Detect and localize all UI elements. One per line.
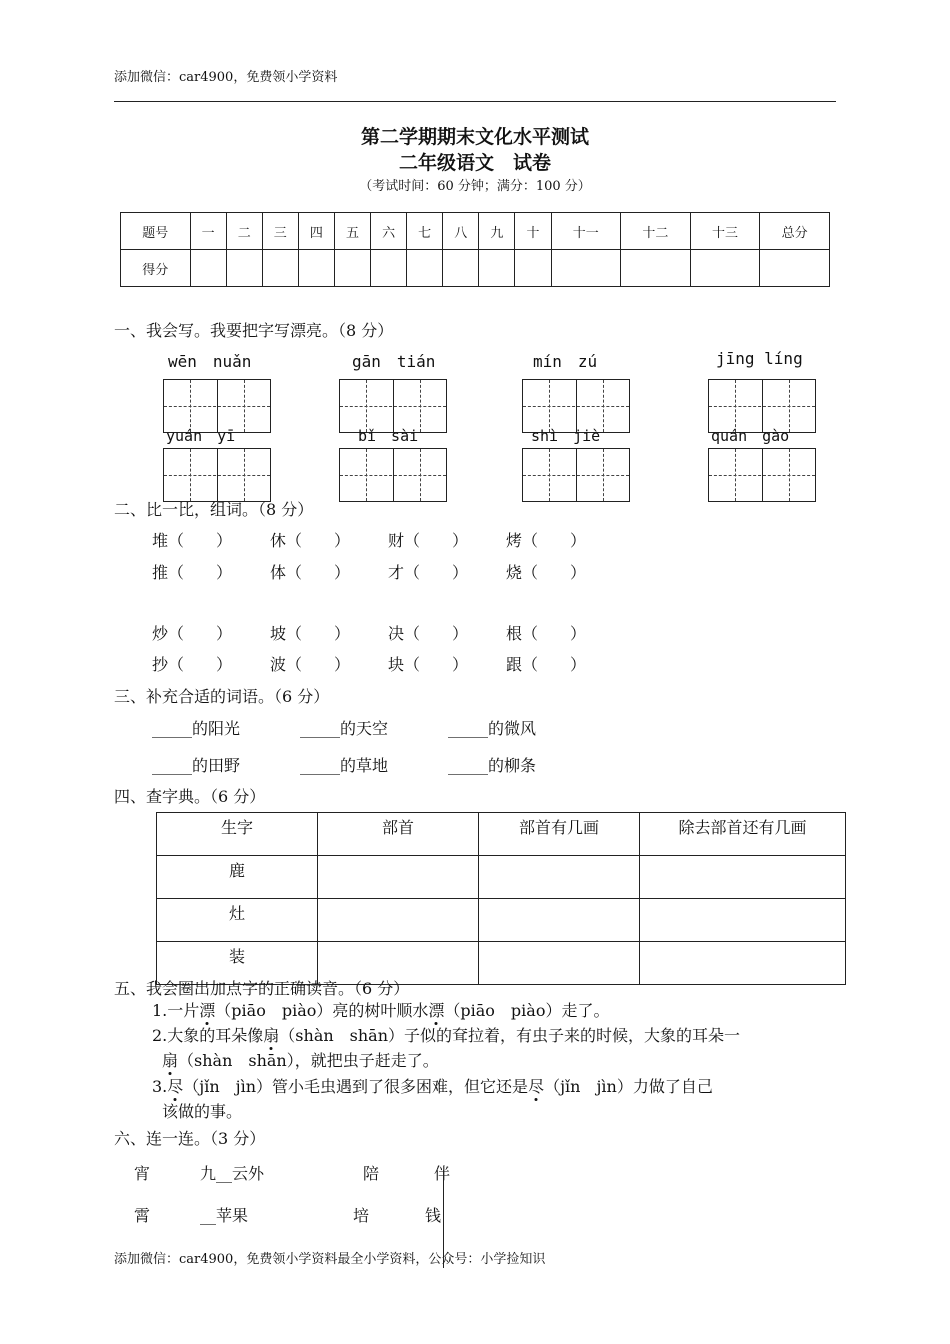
- word-row: [152, 652, 624, 675]
- score-input-cell[interactable]: [760, 250, 830, 287]
- score-cell: 九: [479, 213, 515, 250]
- fill-blank[interactable]: _____的微风: [448, 719, 537, 738]
- score-input-cell[interactable]: [621, 250, 691, 287]
- question5-line: 该做的事。: [162, 1102, 243, 1121]
- match-phrase[interactable]: 九__云外: [200, 1164, 265, 1183]
- match-char[interactable]: 钱: [425, 1206, 442, 1225]
- score-input-cell[interactable]: [515, 250, 551, 287]
- match-char[interactable]: 宵: [134, 1164, 151, 1183]
- fill-text: 的草地: [340, 756, 389, 775]
- score-cell: 十三: [690, 213, 760, 250]
- section4-title: 四、查字典。（6 分）: [114, 787, 266, 806]
- exam-title: 第二学期期末文化水平测试: [360, 126, 589, 148]
- exam-subtitle: 二年级语文 试卷: [398, 152, 551, 174]
- word-item[interactable]: 堆（ ）: [152, 531, 233, 550]
- fill-blank[interactable]: _____的阳光: [152, 719, 241, 738]
- score-input-cell[interactable]: [226, 250, 262, 287]
- word-item[interactable]: 抄（ ）: [152, 655, 233, 674]
- match-char[interactable]: 伴: [434, 1164, 451, 1183]
- writing-grid[interactable]: [708, 448, 816, 502]
- score-cell: 二: [226, 213, 262, 250]
- question5-line: 2.大象的耳朵像扇（shàn shān）子似的耷拉着，有虫子来的时候，大象的耳朵一: [152, 1026, 741, 1045]
- score-cell: 总分: [760, 213, 830, 250]
- dotted-char: 漂: [428, 1001, 445, 1020]
- score-cell: 十二: [621, 213, 691, 250]
- score-value-row: [121, 250, 830, 287]
- word-item[interactable]: 烤（ ）: [506, 531, 587, 550]
- score-cell: 四: [298, 213, 334, 250]
- fill-text: 的柳条: [488, 756, 537, 775]
- dict-answer-cell[interactable]: [479, 856, 640, 899]
- section5-title: 五、我会圈出加点字的正确读音。（6 分）: [114, 979, 410, 998]
- word-row: [152, 621, 624, 644]
- score-header-row: [121, 213, 830, 250]
- dict-answer-cell[interactable]: [318, 856, 479, 899]
- score-cell: 六: [371, 213, 407, 250]
- pinyin-label: shì jiè: [531, 427, 601, 445]
- dotted-char: 尽: [167, 1077, 184, 1096]
- dictionary-table: [156, 812, 846, 985]
- writing-grid[interactable]: [163, 448, 271, 502]
- dict-answer-cell[interactable]: [640, 856, 846, 899]
- score-cell: 题号: [121, 213, 191, 250]
- score-input-cell[interactable]: [371, 250, 407, 287]
- pinyin-label: mín zú: [533, 352, 598, 371]
- word-row: [152, 528, 624, 551]
- pinyin-label: bǐ sài: [358, 427, 419, 445]
- question5-line: 3.尽（jǐn jìn）管小毛虫遇到了很多困难，但它还是尽（jǐn jìn）力做了自己: [152, 1077, 713, 1096]
- word-item[interactable]: 块（ ）: [388, 655, 469, 674]
- question5-line: 1.一片漂（piāo piào）亮的树叶顺水漂（piāo piào）走了。: [152, 1001, 610, 1020]
- fill-blank[interactable]: _____的天空: [300, 719, 389, 738]
- fill-blank[interactable]: _____的草地: [300, 756, 389, 775]
- dotted-char: 扇: [162, 1051, 179, 1070]
- fill-text: 的天空: [340, 719, 389, 738]
- score-row-label: 得分: [121, 250, 191, 287]
- header-rule: [114, 101, 836, 102]
- score-input-cell[interactable]: [443, 250, 479, 287]
- score-input-cell[interactable]: [551, 250, 621, 287]
- pinyin-label: quán gào: [711, 427, 790, 445]
- fill-blank[interactable]: _____的田野: [152, 756, 241, 775]
- score-input-cell[interactable]: [334, 250, 370, 287]
- fill-text: 的田野: [192, 756, 241, 775]
- section1-title: 一、我会写。我要把字写漂亮。（8 分）: [114, 321, 394, 340]
- score-input-cell[interactable]: [407, 250, 443, 287]
- section3-title: 三、补充合适的词语。（6 分）: [114, 687, 330, 706]
- score-table: [120, 212, 830, 287]
- match-phrase[interactable]: __苹果: [200, 1206, 249, 1225]
- pinyin-label: wēn nuǎn: [168, 352, 252, 371]
- pinyin-label: yuán yī: [166, 427, 236, 445]
- word-row: [152, 560, 624, 583]
- dict-header: 除去部首还有几画: [640, 813, 846, 856]
- score-input-cell[interactable]: [690, 250, 760, 287]
- dotted-char: 漂: [199, 1001, 216, 1020]
- dict-answer-cell[interactable]: [479, 942, 640, 985]
- dict-answer-cell[interactable]: [640, 899, 846, 942]
- word-item[interactable]: 波（ ）: [270, 655, 351, 674]
- section6-title: 六、连一连。（3 分）: [114, 1129, 266, 1148]
- match-char[interactable]: 霄: [134, 1206, 151, 1225]
- writing-grid[interactable]: [339, 448, 447, 502]
- score-cell: 七: [407, 213, 443, 250]
- pinyin-label: gān tián: [352, 352, 436, 371]
- word-item[interactable]: 决（ ）: [388, 624, 469, 643]
- word-item[interactable]: 财（ ）: [388, 531, 469, 550]
- dict-char: 鹿: [157, 856, 318, 899]
- dict-char: 灶: [157, 899, 318, 942]
- word-item[interactable]: 才（ ）: [388, 563, 469, 582]
- score-input-cell[interactable]: [298, 250, 334, 287]
- dict-header: 部首: [318, 813, 479, 856]
- score-cell: 五: [334, 213, 370, 250]
- word-item[interactable]: 烧（ ）: [506, 563, 587, 582]
- score-cell: 一: [190, 213, 226, 250]
- dict-char: 装: [157, 942, 318, 985]
- score-input-cell[interactable]: [190, 250, 226, 287]
- word-item[interactable]: 体（ ）: [270, 563, 351, 582]
- score-input-cell[interactable]: [262, 250, 298, 287]
- score-cell: 八: [443, 213, 479, 250]
- dict-header: 生字: [157, 813, 318, 856]
- fill-blank[interactable]: _____的柳条: [448, 756, 537, 775]
- word-item[interactable]: 跟（ ）: [506, 655, 587, 674]
- word-item[interactable]: 休（ ）: [270, 531, 351, 550]
- dict-answer-cell[interactable]: [640, 942, 846, 985]
- word-item[interactable]: 坡（ ）: [270, 624, 351, 643]
- writing-grid[interactable]: [522, 448, 630, 502]
- question5-line: 扇（shàn shān），就把虫子赶走了。: [162, 1051, 439, 1070]
- dict-answer-cell[interactable]: [479, 899, 640, 942]
- footer-note: 添加微信：car4900，免费领小学资料最全小学资料，公众号：小学捡知识: [114, 1252, 546, 1267]
- fill-text: 的阳光: [192, 719, 241, 738]
- word-item[interactable]: 炒（ ）: [152, 624, 233, 643]
- score-cell: 三: [262, 213, 298, 250]
- score-cell: 十一: [551, 213, 621, 250]
- header-note: 添加微信：car4900，免费领小学资料: [114, 70, 338, 85]
- match-char[interactable]: 陪: [363, 1164, 380, 1183]
- exam-time-note: （考试时间：60 分钟；满分：100 分）: [359, 179, 591, 194]
- word-item[interactable]: 推（ ）: [152, 563, 233, 582]
- score-input-cell[interactable]: [479, 250, 515, 287]
- score-cell: 十: [515, 213, 551, 250]
- dotted-char: 尽: [528, 1077, 545, 1096]
- dotted-char: 扇: [263, 1026, 280, 1045]
- word-item[interactable]: 根（ ）: [506, 624, 587, 643]
- section2-title: 二、比一比，组词。（8 分）: [114, 500, 314, 519]
- fill-text: 的微风: [488, 719, 537, 738]
- dict-answer-cell[interactable]: [318, 899, 479, 942]
- pinyin-label: jīng líng: [716, 349, 803, 368]
- dict-header: 部首有几画: [479, 813, 640, 856]
- match-char[interactable]: 培: [353, 1206, 370, 1225]
